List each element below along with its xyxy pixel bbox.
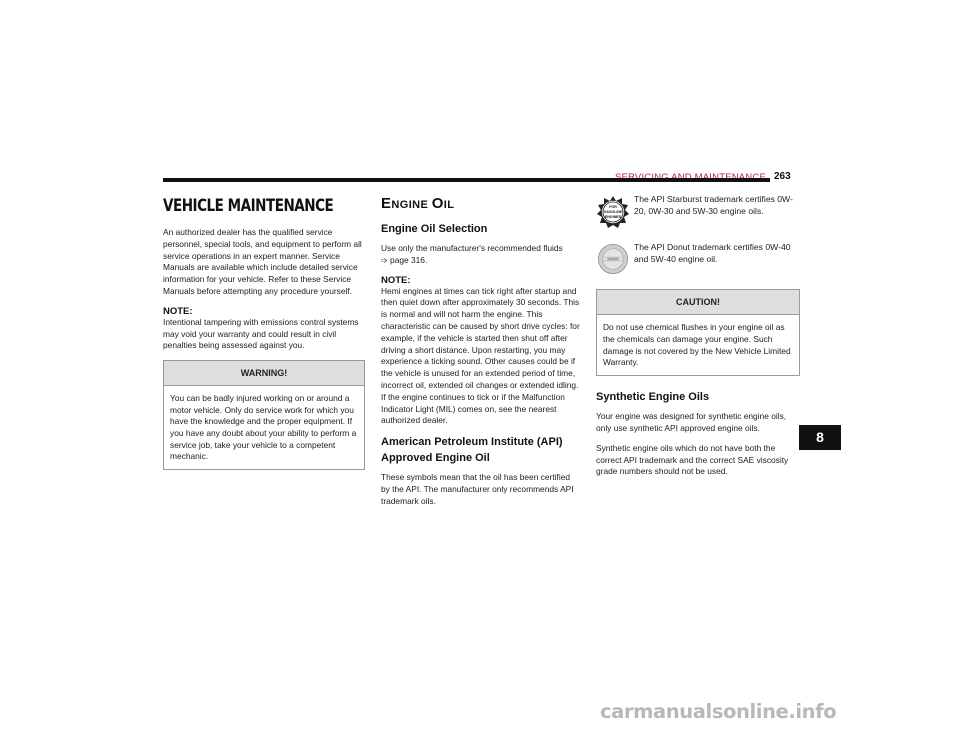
column-right — [596, 195, 800, 486]
column-left — [163, 195, 365, 470]
starburst-row — [596, 195, 800, 241]
starburst-text: The API Starburst trademark certifies 0W-20, 0W-30 and 5W-30 engine oils. — [634, 194, 793, 216]
caution-box — [596, 289, 800, 376]
starburst-logo-text-2: GASOLINE — [603, 210, 623, 214]
note-label: NOTE: — [163, 305, 193, 317]
warning-text: You can be badly injured working on or around a motor vehicle. Only do service work for which you have the knowledge and the proper equipment. If you have any doubt about your ability to perform a service job, take your vehicle to a competent mechanic. — [170, 393, 357, 462]
note-label-2: NOTE: — [381, 274, 411, 286]
page-reference-arrow-icon: ➩ — [381, 255, 388, 265]
engine-oil-selection-heading: Engine Oil Selection — [381, 223, 488, 235]
caution-text: Do not use chemical flushes in your engine oil as the chemicals can damage your engine. Such damage is not covered by the New Vehicle Limited Warranty. — [603, 322, 791, 368]
header-rule — [163, 178, 770, 182]
watermark: carmanualsonline.info — [600, 700, 837, 723]
engine-oil-heading: ENGINE OIL — [381, 195, 455, 212]
synthetic-paragraph-1: Your engine was designed for synthetic engine oils, only use synthetic API approved engine oils. — [596, 411, 787, 433]
api-donut-icon — [597, 243, 629, 275]
donut-text: The API Donut trademark certifies 0W-40 and 5W-40 engine oil. — [634, 242, 791, 264]
api-starburst-icon — [596, 195, 630, 229]
intro-paragraph: An authorized dealer has the qualified service personnel, special tools, and equipment to perform all service operations in an expert manner. Service Manuals are available which include detailed service information for your vehicle. Refer to these Service Manuals before attempting any procedure yourself. — [163, 227, 362, 296]
warning-title: WARNING! — [164, 361, 364, 386]
donut-row — [596, 241, 800, 293]
synthetic-oils-heading: Synthetic Engine Oils — [596, 391, 710, 404]
caution-title: CAUTION! — [597, 290, 799, 315]
page-number: 263 — [774, 171, 791, 182]
starburst-logo-text-1: FOR — [609, 205, 617, 209]
api-approved-heading: American Petroleum Institute (API) Approved Engine Oil — [381, 436, 563, 465]
hemi-note-text: Hemi engines at times can tick right after startup and then quiet down after approximately 30 seconds. This is normal and will not harm the engine. This characteristic can be caused by short drive cycles: for example, if the vehicle is started then shut off after driving a short distance. Upon restarting, you may experience a ticking sound. Other causes could be if the vehicle is unused for an extended period of time, incorrect oil, extended oil changes or extended idling. If the engine continues to tick or if the Malfunction Indicator Light (MIL) comes on, see the nearest authorized dealer. — [381, 285, 580, 426]
selection-paragraph: Use only the manufacturer's recommended fluids ➩ page 316. — [381, 243, 563, 265]
warning-box — [163, 360, 365, 470]
note-text: Intentional tampering with emissions control systems may void your warranty and could result in civil penalties being assessed against you. — [163, 316, 359, 351]
column-middle — [381, 195, 580, 516]
api-paragraph: These symbols mean that the oil has been certified by the API. The manufacturer only recommends API trademark oils. — [381, 472, 574, 506]
synthetic-paragraph-2: Synthetic engine oils which do not have both the correct API trademark and the correct SAE viscosity grade numbers should not be used. — [596, 442, 789, 477]
chapter-tab: 8 — [799, 425, 841, 450]
starburst-logo-text-3: ENGINES — [604, 215, 622, 219]
page-heading: VEHICLE MAINTENANCE — [163, 196, 334, 215]
page-reference-link[interactable]: page 316. — [387, 254, 428, 265]
